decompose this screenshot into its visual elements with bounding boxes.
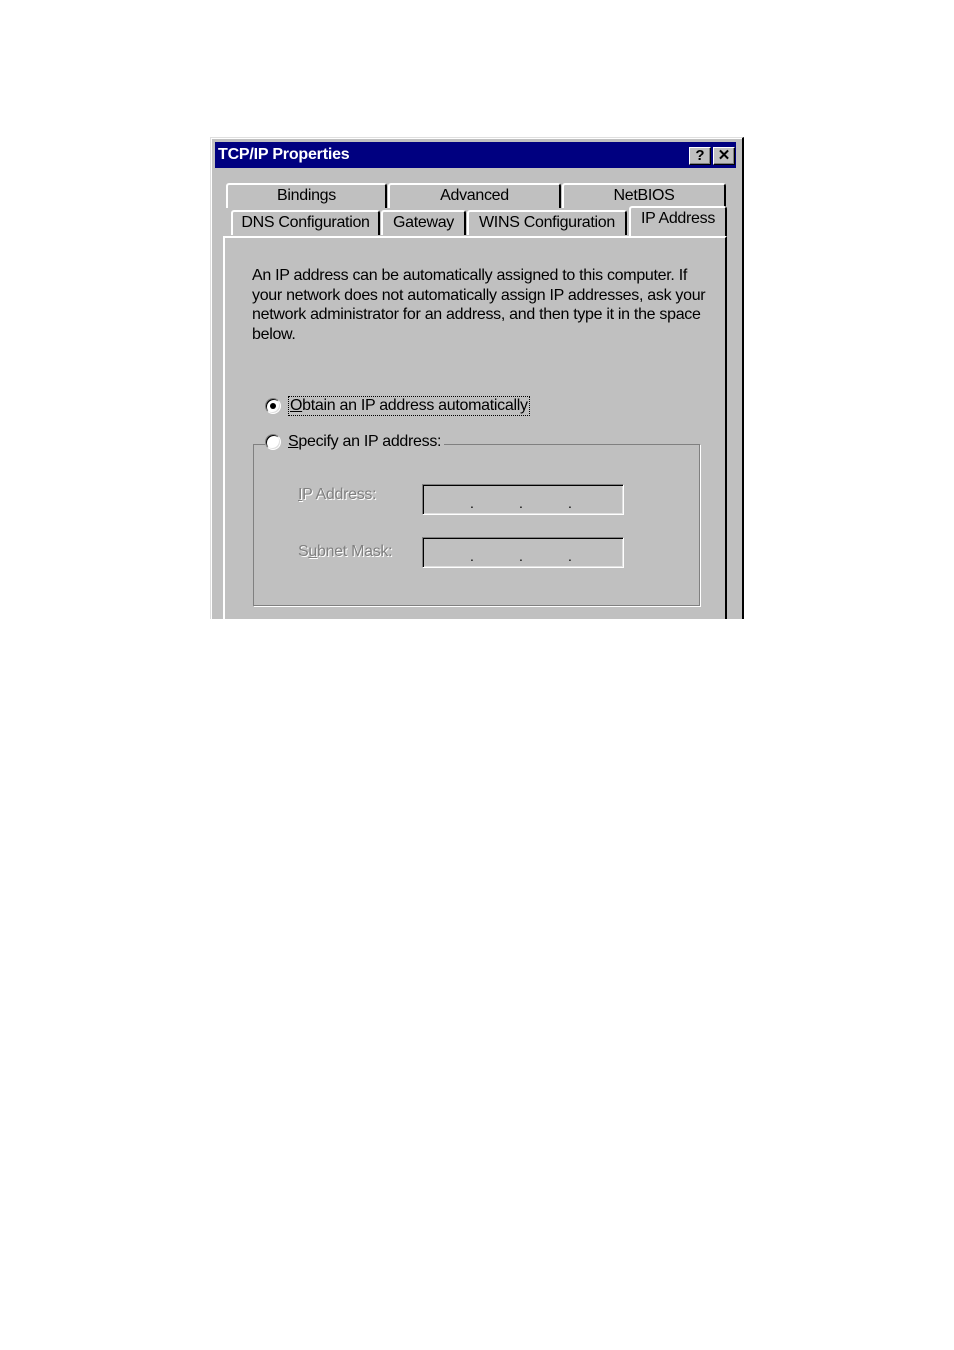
- description-text: An IP address can be automatically assigned to this computer. If your network does not automatically assign IP addresses, ask your network administrator for an address, and then type it in the space below.: [252, 267, 706, 343]
- obtain-ip-automatically-label: Obtain an IP address automatically: [290, 397, 528, 414]
- mask-separator: .: [568, 548, 572, 564]
- specify-ip-address-radio[interactable]: [265, 433, 444, 451]
- specify-ip-address-label: Specify an IP address:: [288, 433, 442, 450]
- radio-button-checked[interactable]: [265, 398, 281, 414]
- tcpip-properties-dialog: [210, 137, 744, 619]
- ip-address-label: IP Address:: [298, 486, 377, 503]
- tab-netbios[interactable]: NetBIOS: [562, 183, 726, 208]
- tab-advanced[interactable]: Advanced: [388, 183, 561, 208]
- radio-button-unchecked[interactable]: [265, 434, 281, 450]
- mask-octet-2[interactable]: [475, 540, 521, 565]
- mask-separator: .: [519, 548, 523, 564]
- ip-octet-2[interactable]: [475, 487, 521, 512]
- ip-octet-3[interactable]: [524, 487, 570, 512]
- radio-dot-icon: [270, 403, 276, 409]
- help-button[interactable]: ?: [689, 147, 711, 165]
- close-button[interactable]: [713, 147, 735, 165]
- tab-dns-configuration[interactable]: DNS Configuration: [231, 210, 380, 235]
- ip-octet-1[interactable]: [425, 487, 471, 512]
- title-bar[interactable]: [215, 142, 736, 168]
- window-title: TCP/IP Properties: [218, 146, 350, 163]
- close-icon: ✕: [717, 147, 731, 164]
- mask-octet-3[interactable]: [524, 540, 570, 565]
- obtain-ip-automatically-radio[interactable]: [265, 396, 530, 416]
- ip-separator: .: [568, 495, 572, 511]
- subnet-mask-label: Subnet Mask:: [298, 543, 393, 560]
- ip-separator: .: [519, 495, 523, 511]
- subnet-mask-field[interactable]: [422, 537, 624, 568]
- ip-address-field[interactable]: [422, 484, 624, 515]
- ip-address-panel: [223, 236, 727, 619]
- tab-gateway[interactable]: Gateway: [381, 210, 466, 235]
- tab-bindings[interactable]: Bindings: [226, 183, 387, 208]
- tab-ip-address[interactable]: IP Address: [629, 206, 727, 236]
- mask-separator: .: [470, 548, 474, 564]
- specify-ip-groupbox: [253, 444, 700, 606]
- tab-wins-configuration[interactable]: WINS Configuration: [467, 210, 627, 235]
- mask-octet-4[interactable]: [573, 540, 619, 565]
- ip-octet-4[interactable]: [573, 487, 619, 512]
- mask-octet-1[interactable]: [425, 540, 471, 565]
- ip-separator: .: [470, 495, 474, 511]
